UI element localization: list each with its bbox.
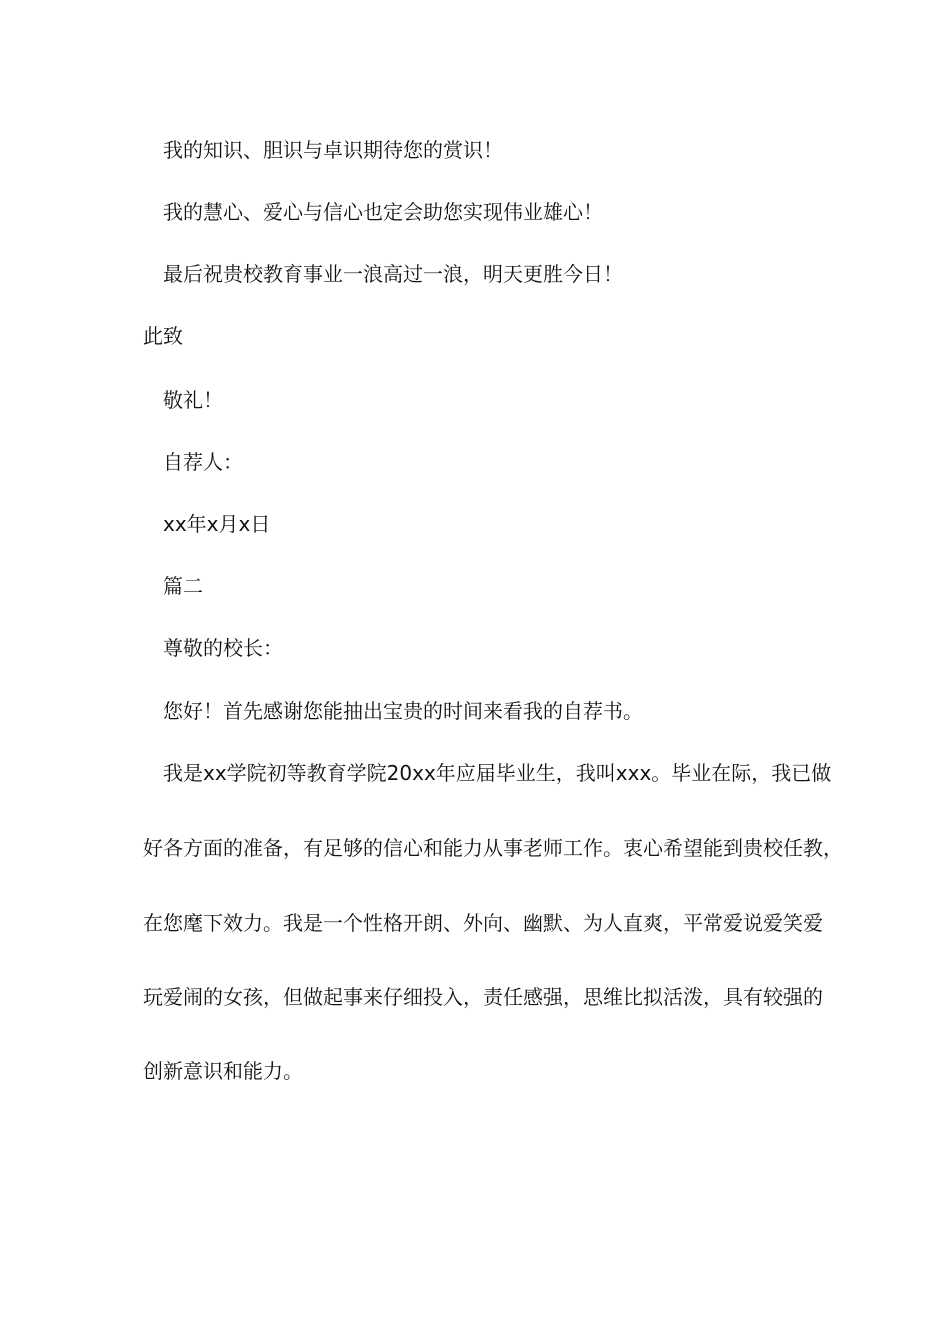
- closing-line-heart: 我的慧心、爱心与信心也定会助您实现伟业雄心！: [163, 200, 603, 224]
- body-paragraph-line: 好各方面的准备，有足够的信心和能力从事老师工作。衷心希望能到贵校任教，: [143, 836, 843, 860]
- closing-line-wishes: 最后祝贵校教育事业一浪高过一浪，明天更胜今日！: [163, 262, 623, 286]
- section-heading: 篇二: [163, 574, 203, 598]
- body-paragraph-line: 玩爱闹的女孩，但做起事来仔细投入，责任感强，思维比拟活泼，具有较强的: [143, 985, 823, 1009]
- signature-label: 自荐人：: [163, 450, 243, 474]
- body-paragraph-line: 我是xx学院初等教育学院20xx年应届毕业生，我叫xxx。毕业在际，我已做: [163, 761, 832, 785]
- signature-date: xx年x月x日: [163, 512, 271, 536]
- body-paragraph-line: 创新意识和能力。: [143, 1059, 303, 1083]
- letter-greeting: 尊敬的校长：: [163, 636, 283, 660]
- salutation-cizhi: 此致: [143, 324, 183, 348]
- letter-opening: 您好！首先感谢您能抽出宝贵的时间来看我的自荐书。: [163, 699, 643, 723]
- salutation-jingli: 敬礼！: [163, 388, 223, 412]
- closing-line-knowledge: 我的知识、胆识与卓识期待您的赏识！: [163, 138, 503, 162]
- body-paragraph-line: 在您麾下效力。我是一个性格开朗、外向、幽默、为人直爽，平常爱说爱笑爱: [143, 911, 823, 935]
